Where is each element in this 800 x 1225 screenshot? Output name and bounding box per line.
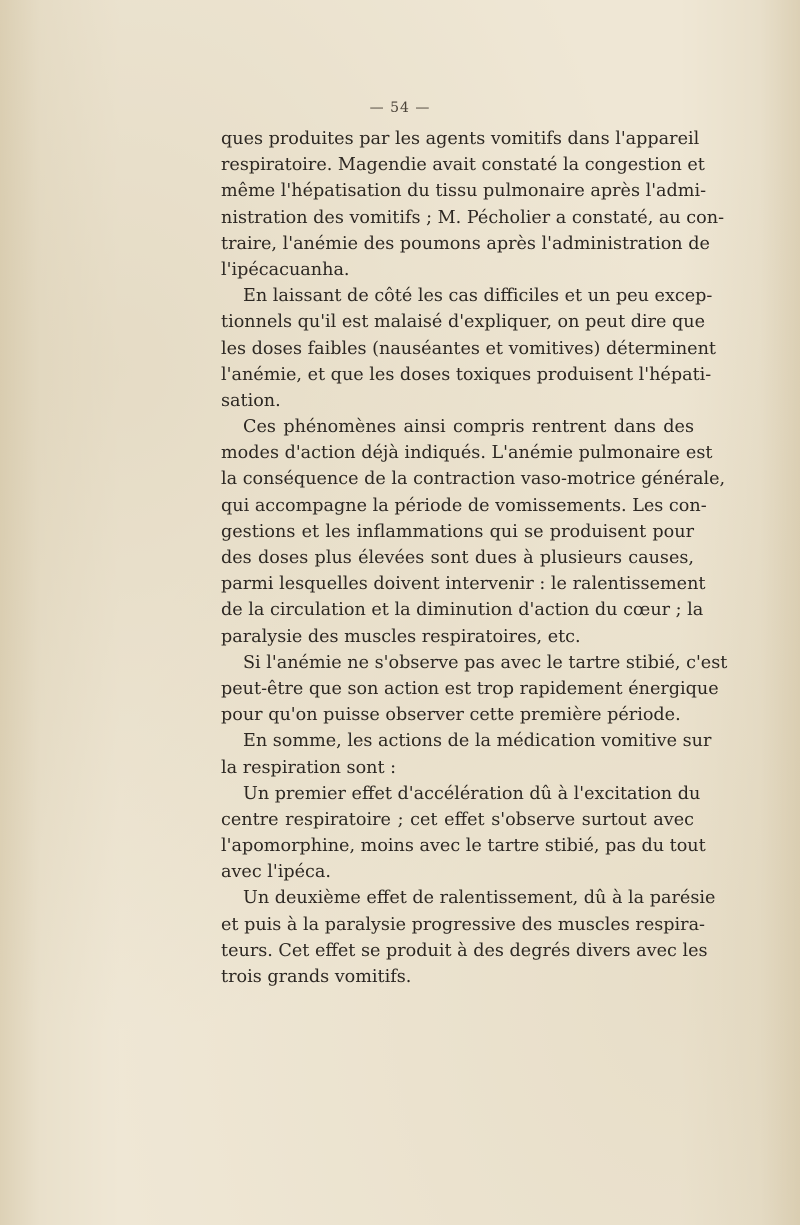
text-line: la conséquence de la contraction vaso-motrice générale, — [221, 469, 726, 490]
text-line: parmi lesquelles doivent intervenir : le ralentissement — [221, 574, 706, 595]
text-line: des doses plus élevées sont dues à plusieurs causes, — [221, 548, 694, 568]
text-line: et puis à la paralysie progressive des muscles respira- — [221, 914, 705, 935]
page-number: — 54 — — [369, 100, 431, 116]
text-line: la respiration sont : — [221, 757, 397, 778]
text-line: teurs. Cet effet se produit à des degrés divers avec les — [221, 940, 708, 961]
text-line: traire, l'anémie des poumons après l'administration de — [221, 233, 710, 254]
text-line: respiratoire. Magendie avait constaté la congestion et — [221, 155, 705, 176]
text-line: ques produites par les agents vomitifs dans l'appareil — [221, 129, 700, 149]
text-line: trois grands vomitifs. — [221, 967, 412, 987]
text-line: sation. — [221, 390, 281, 411]
text-line: pour qu'on puisse observer cette première période. — [221, 705, 681, 726]
text-line: En somme, les actions de la médication vomitive sur — [243, 731, 712, 752]
text-line: tionnels qu'il est malaisé d'expliquer, on peut dire que — [221, 312, 706, 333]
text-line: paralysie des muscles respiratoires, etc. — [221, 626, 581, 647]
text-line: peut-être que son action est trop rapidement énergique — [221, 678, 719, 699]
text-line: nistration des vomitifs ; M. Pécholier a constaté, au con- — [221, 207, 725, 228]
text-line: de la circulation et la diminution d'action du cœur ; la — [221, 600, 704, 621]
text-line: En laissant de côté les cas difficiles et un peu excep- — [243, 286, 713, 307]
text-line: modes d'action déjà indiqués. L'anémie pulmonaire est — [221, 443, 713, 464]
text-line: Un premier effet d'accélération dû à l'excitation du — [243, 783, 701, 804]
text-line: avec l'ipéca. — [221, 862, 331, 883]
text-line: centre respiratoire ; cet effet s'observe surtout avec — [221, 809, 694, 830]
text-line: Ces phénomènes ainsi compris rentrent dans des — [243, 417, 694, 438]
text-line: même l'hépatisation du tissu pulmonaire après l'admi- — [221, 181, 707, 202]
text-line: qui accompagne la période de vomissements. Les con- — [221, 495, 707, 516]
body-text — [221, 126, 728, 990]
text-line: Un deuxième effet de ralentissement, dû à la parésie — [243, 888, 716, 909]
text-line: l'ipécacuanha. — [221, 259, 350, 280]
text-line: les doses faibles (nauséantes et vomitives) déterminent — [221, 338, 716, 359]
text-line: gestions et les inflammations qui se produisent pour — [221, 521, 694, 542]
text-line: l'apomorphine, moins avec le tartre stibié, pas du tout — [221, 836, 706, 857]
text-line: Si l'anémie ne s'observe pas avec le tartre stibié, c'est — [243, 652, 728, 673]
text-line: l'anémie, et que les doses toxiques produisent l'hépati- — [221, 364, 712, 385]
